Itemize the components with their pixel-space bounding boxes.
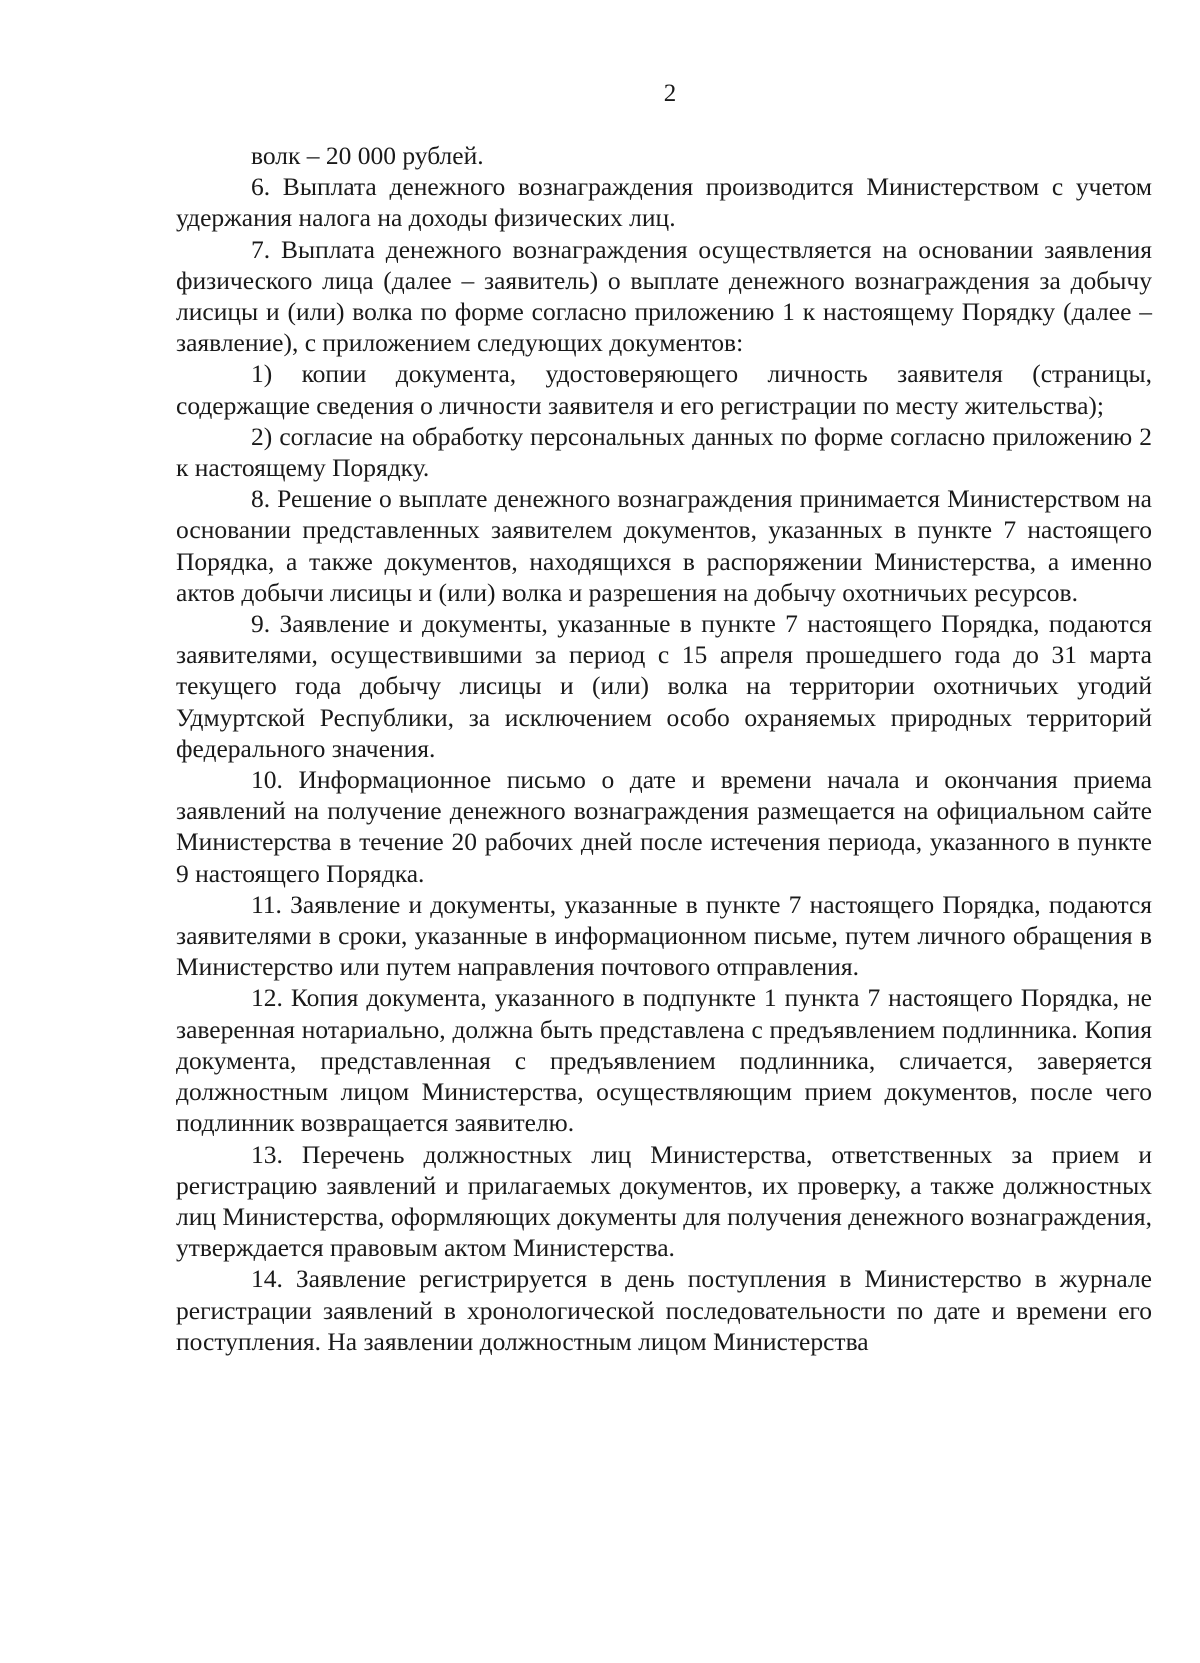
paragraph-14: 14. Заявление регистрируется в день поступления в Министерство в журнале регистрации заявлений в хронологической последовательности по дате и времени его поступления. На заявлении должностным лицом Министерства (176, 1264, 1152, 1356)
paragraph-12: 12. Копия документа, указанного в подпункте 1 пункта 7 настоящего Порядка, не заверенная нотариально, должна быть представлена с предъявлением подлинника. Копия документа, представленная с предъявлением подлинника, сличается, заверяется должностным лицом Министерства, осуществляющим прием документов, после чего подлинник возвращается заявителю. (176, 983, 1152, 1138)
paragraph-6: 6. Выплата денежного вознаграждения производится Министерством с учетом удержания налога на доходы физических лиц. (176, 172, 1152, 233)
paragraph-9: 9. Заявление и документы, указанные в пункте 7 настоящего Порядка, подаются заявителями, осуществившими за период с 15 апреля прошедшего года до 31 марта текущего года добычу лисицы и (или) волка на территории охотничьих угодий Удмуртской Республики, за исключением особо охраняемых природных территорий федерального значения. (176, 609, 1152, 763)
paragraph-7: 7. Выплата денежного вознаграждения осуществляется на основании заявления физического лица (далее – заявитель) о выплате денежного вознаграждения за добычу лисицы и (или) волка по форме согласно приложению 1 к настоящему Порядку (далее – заявление), с приложением следующих документов: (176, 234, 1152, 358)
page-number: 2 (663, 80, 677, 107)
paragraph-7-item-1: 1) копии документа, удостоверяющего личность заявителя (страницы, содержащие сведения о личности заявителя и его регистрации по месту жительства); (176, 359, 1152, 420)
paragraph-10: 10. Информационное письмо о дате и времени начала и окончания приема заявлений на получение денежного вознаграждения размещается на официальном сайте Министерства в течение 20 рабочих дней после истечения периода, указанного в пункте 9 настоящего Порядка. (176, 765, 1152, 888)
paragraph-13: 13. Перечень должностных лиц Министерства, ответственных за прием и регистрацию заявлений и прилагаемых документов, их проверку, а также должностных лиц Министерства, оформляющих документы для получения денежного вознаграждения, утверждается правовым актом Министерства. (176, 1139, 1152, 1263)
paragraph-7-item-2: 2) согласие на обработку персональных данных по форме согласно приложению 2 к настоящему Порядку. (176, 421, 1152, 483)
paragraph-continuation: волк – 20 000 рублей. (251, 141, 484, 170)
paragraph-11: 11. Заявление и документы, указанные в пункте 7 настоящего Порядка, подаются заявителями в сроки, указанные в информационном письме, путем личного обращения в Министерство или путем направления почтового отправления. (176, 889, 1152, 982)
paragraph-8: 8. Решение о выплате денежного вознаграждения принимается Министерством на основании представленных заявителем документов, указанных в пункте 7 настоящего Порядка, а также документов, находящихся в распоряжении Министерства, а именно актов добычи лисицы и (или) волка и разрешения на добычу охотничьих ресурсов. (176, 484, 1152, 607)
document-body (176, 140, 1152, 1357)
